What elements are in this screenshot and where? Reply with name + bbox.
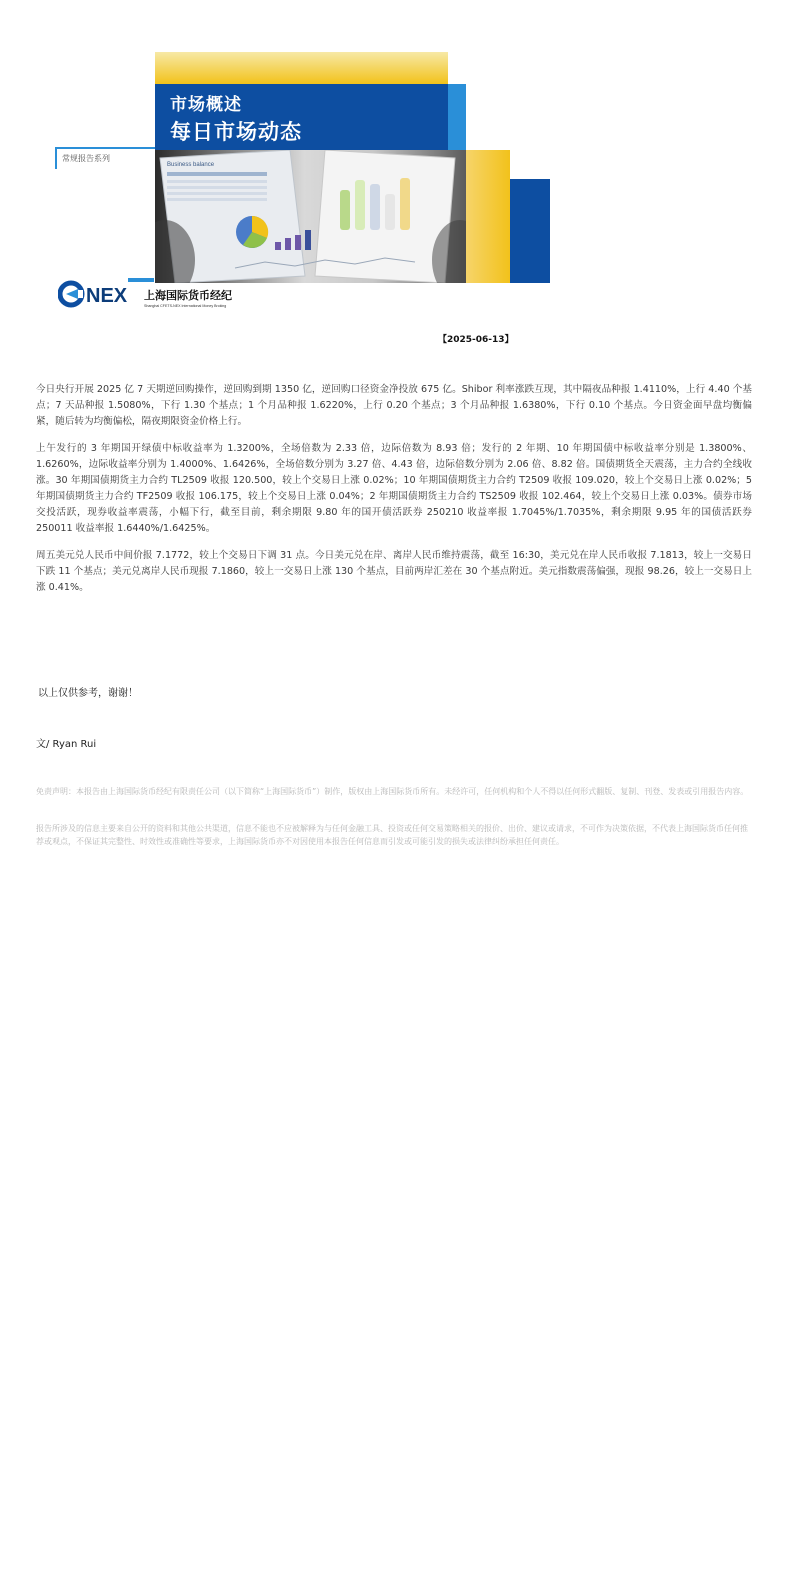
cover-title-line1: 市场概述 [170,95,242,115]
logo-company-cn: 上海国际货币经纪 [144,289,232,302]
cover-banner [0,0,792,320]
cover-accent-strip [448,84,466,150]
cover-yellow-band [155,52,448,84]
chart-panel-label: Business balance [167,162,215,168]
logo-mark: NEX [86,285,128,307]
cover-photo [155,150,466,283]
report-illustration [155,150,466,283]
paragraph-fx-market: 周五美元兑人民币中间价报 7.1772，较上个交易日下调 31 点。今日美元兑在岸、离岸人民币维持震荡，截至 16:30，美元兑在岸人民币收报 7.1813，较上一交易日下跌 11 个基点；美元兑离岸人民币现报 7.1860，较上一交易日上涨 130 个基点，目前两岸汇差在 30 个基点附近。美元指数震荡偏强，现报 98.26，较上一交易日上涨 0.41%。 [36,550,752,593]
disclaimer-liability: 报告所涉及的信息主要来自公开的资料和其他公共渠道，信息不能也不应被解释为与任何金融工具、投资或任何交易策略相关的报价、出价、建议或请求，不可作为决策依据，不代表上海国际货币任何推荐或观点，不保证其完整性、时效性或准确性等要求，上海国际货币亦不对因使用本报告任何信息而引发或可能引发的损失或法律纠纷承担任何责任。 [36,824,748,846]
author-line: 文/ Ryan Rui [36,739,97,750]
series-divider-vertical [55,147,57,169]
company-logo [58,280,258,310]
series-divider [55,147,155,149]
closing-note: 以上仅供参考，谢谢！ [38,688,138,699]
disclaimer-copyright: 免责声明：本报告由上海国际货币经纪有限责任公司（以下简称“上海国际货币”）制作，版权由上海国际货币所有。未经许可，任何机构和个人不得以任何形式翻版、复制、刊登、发表或引用报告内容。 [36,787,749,796]
logo-company-en: Shanghai CFETS-NEX International Money Broking [144,304,227,308]
cover-title-line2: 每日市场动态 [170,120,302,144]
series-label: 常规报告系列 [62,154,110,163]
paragraph-bond-market: 上午发行的 3 年期国开绿债中标收益率为 1.3200%，全场倍数为 2.33 倍，边际倍数为 8.93 倍；发行的 2 年期、10 年期国债中标收益率分别是 1.3800%、1.6260%，边际收益率分别为 1.4000%、1.6426%，全场倍数分别为 3.27 倍、4.43 倍，边际倍数分别为 2.06 倍、8.82 倍。国债期货全天震荡，主力合约全线收涨。30 年期国债期货主力合约 TL2509 收报 120.500，较上个交易日上涨 0.02%；10 年期国债期货主力合约 T2509 收报 109.020，较上个交易日上涨 0.02%；5 年期国债期货主力合约 TF2509 收报 106.175，较上个交易日上涨 0.04%；2 年期国债期货主力合约 TS2509 收报 102.464，较上个交易日上涨 0.03%。债券市场交投活跃，现券收益率震荡，小幅下行，截至目前，剩余期限 9.80 年的国开债活跃券 250210 收益率报 1.7045%/1.7035%，剩余期限 9.95 年的国债活跃券 250011 收益率报 1.6440%/1.6425%。 [36,443,752,534]
nex-logo-icon [58,280,258,310]
cover-blue-column [510,179,550,283]
report-date: 【2025-06-13】 [438,335,514,345]
cover-yellow-column [466,150,510,283]
paragraph-money-market: 今日央行开展 2025 亿 7 天期逆回购操作，逆回购到期 1350 亿，逆回购口径资金净投放 675 亿。Shibor 利率涨跌互现，其中隔夜品种报 1.4110%，上行 4.40 个基点；7 天品种报 1.5080%，下行 1.30 个基点；1 个月品种报 1.6220%，上行 0.20 个基点；3 个月品种报 1.6380%，下行 0.10 个基点。今日资金面早盘均衡偏紧，随后转为均衡偏松，隔夜期限资金价格上行。 [36,384,752,427]
